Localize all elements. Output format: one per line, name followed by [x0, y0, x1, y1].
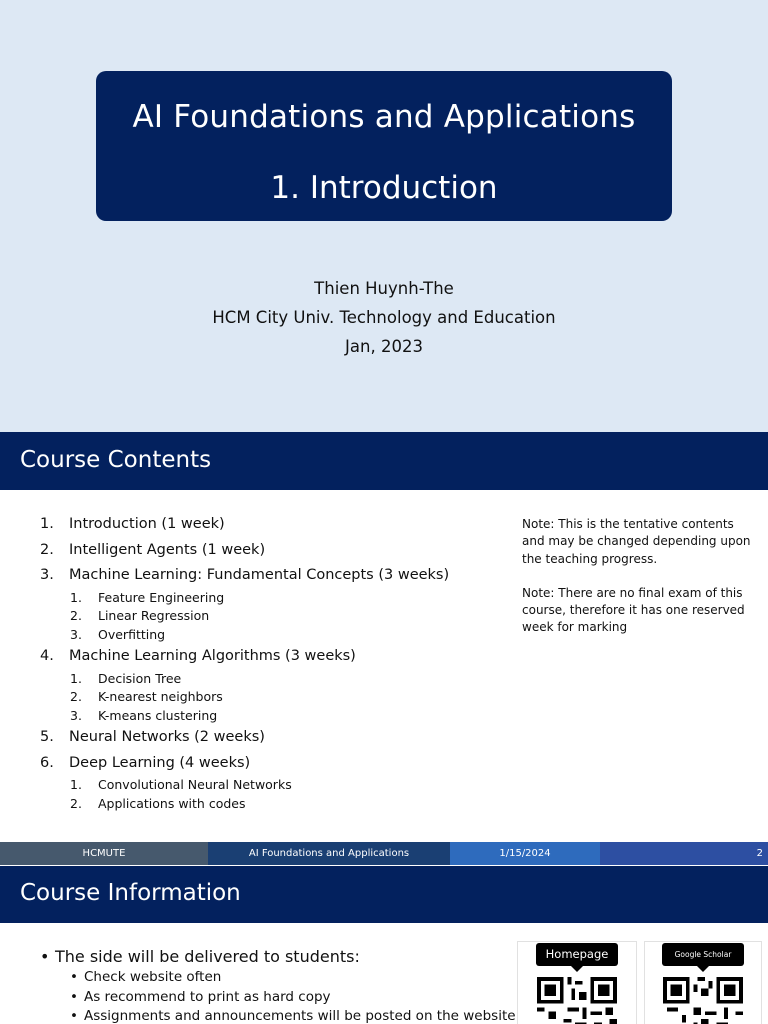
sub-list: [70, 589, 480, 645]
sub-bullet-item: [70, 1007, 520, 1024]
slide-header: [0, 432, 768, 490]
list-item: [40, 644, 480, 670]
sub-item: [70, 688, 480, 707]
info-list: [40, 946, 520, 1024]
footer-org: HCMUTE: [0, 842, 208, 865]
google-scholar-qr-card[interactable]: [644, 941, 762, 1024]
list-item: [40, 725, 480, 751]
bullet-dot-icon: •: [70, 1008, 78, 1024]
sub-label: Linear Regression: [98, 608, 210, 623]
author-name: Thien Huynh-The: [314, 279, 454, 298]
google-scholar-label: Google Scholar: [662, 943, 744, 966]
homepage-label: Homepage: [536, 943, 618, 966]
footer-page-number: 2: [600, 842, 768, 865]
sub-item: [70, 707, 480, 726]
google-scholar-qr-code-icon: [663, 977, 743, 1024]
sub-number: 2.: [70, 689, 82, 704]
list-item: [40, 563, 480, 589]
item-number: 5.: [40, 729, 54, 745]
homepage-qr-code-icon: [537, 977, 617, 1024]
sub-number: 3.: [70, 626, 82, 642]
author-block: [0, 274, 768, 361]
slide-title: AI Foundations and Applications: [132, 99, 636, 135]
title-slide: [0, 0, 768, 432]
sub-label: Feature Engineering: [98, 589, 225, 605]
homepage-qr-card[interactable]: [517, 941, 637, 1024]
item-label: Deep Learning (4 weeks): [69, 754, 251, 771]
sub-label: K-means clustering: [98, 707, 218, 723]
sub-item: [70, 776, 480, 795]
presentation-date: Jan, 2023: [345, 337, 423, 356]
sub-label: Overfitting: [98, 626, 166, 642]
notes: [522, 516, 758, 637]
slide-heading: Course Contents: [20, 447, 212, 473]
bullet-dot-icon: •: [40, 947, 50, 966]
sub-list: [70, 670, 480, 726]
slide-subtitle: 1. Introduction: [270, 170, 498, 206]
item-label: Machine Learning: Fundamental Concepts (3 weeks): [69, 567, 450, 583]
sub-item: [70, 607, 480, 626]
course-information-slide: [0, 866, 768, 1024]
sub-bullet-item: [70, 968, 520, 988]
item-label: Machine Learning Algorithms (3 weeks): [69, 648, 356, 664]
bullet-dot-icon: •: [70, 988, 78, 1005]
contents-list: [40, 512, 480, 813]
sub-label: K-nearest neighbors: [98, 689, 223, 704]
course-contents-slide: [0, 432, 768, 866]
sub-list: [70, 776, 480, 813]
sub-label: Decision Tree: [98, 670, 182, 686]
item-number: 1.: [40, 516, 54, 532]
list-item: [40, 538, 480, 564]
sub-number: 2.: [70, 795, 82, 811]
sub-label: Convolutional Neural Networks: [98, 777, 292, 792]
footer-course: AI Foundations and Applications: [208, 842, 450, 865]
sub-number: 3.: [70, 707, 82, 723]
bullet-text: The side will be delivered to students:: [55, 947, 360, 966]
note-tentative: Note: This is the tentative contents and may be changed depending upon the teaching progress.: [522, 517, 751, 566]
sub-bullet-item: [70, 988, 520, 1008]
item-number: 3.: [40, 567, 54, 583]
bullet-item: [40, 946, 520, 968]
item-label: Neural Networks (2 weeks): [69, 729, 265, 745]
item-number: 2.: [40, 541, 54, 558]
sub-item: [70, 626, 480, 645]
sub-number: 1.: [70, 777, 82, 792]
item-number: 4.: [40, 648, 54, 664]
note-no-final-exam: Note: There are no final exam of this course, therefore it has one reserved week for marking: [522, 585, 745, 635]
sub-bullet-text: Check website often: [84, 969, 222, 985]
list-item: [40, 512, 480, 538]
sub-item: [70, 589, 480, 608]
title-box: [96, 71, 672, 221]
sub-bullet-text: As recommend to print as hard copy: [84, 988, 331, 1005]
sub-item: [70, 670, 480, 689]
slide-heading: Course Information: [20, 880, 241, 906]
slide-footer: [0, 842, 768, 865]
sub-number: 2.: [70, 608, 82, 623]
affiliation: HCM City Univ. Technology and Education: [212, 308, 556, 327]
sub-bullet-text: Assignments and announcements will be posted on the website: [84, 1008, 516, 1024]
slide-header: [0, 866, 768, 923]
sub-item: [70, 795, 480, 814]
sub-number: 1.: [70, 670, 82, 686]
footer-date: 1/15/2024: [450, 842, 600, 865]
sub-label: Applications with codes: [98, 795, 246, 811]
item-label: Introduction (1 week): [69, 516, 225, 532]
item-number: 6.: [40, 754, 54, 771]
sub-number: 1.: [70, 589, 82, 605]
list-item: [40, 751, 480, 777]
bullet-dot-icon: •: [70, 969, 78, 985]
item-label: Intelligent Agents (1 week): [69, 541, 266, 558]
